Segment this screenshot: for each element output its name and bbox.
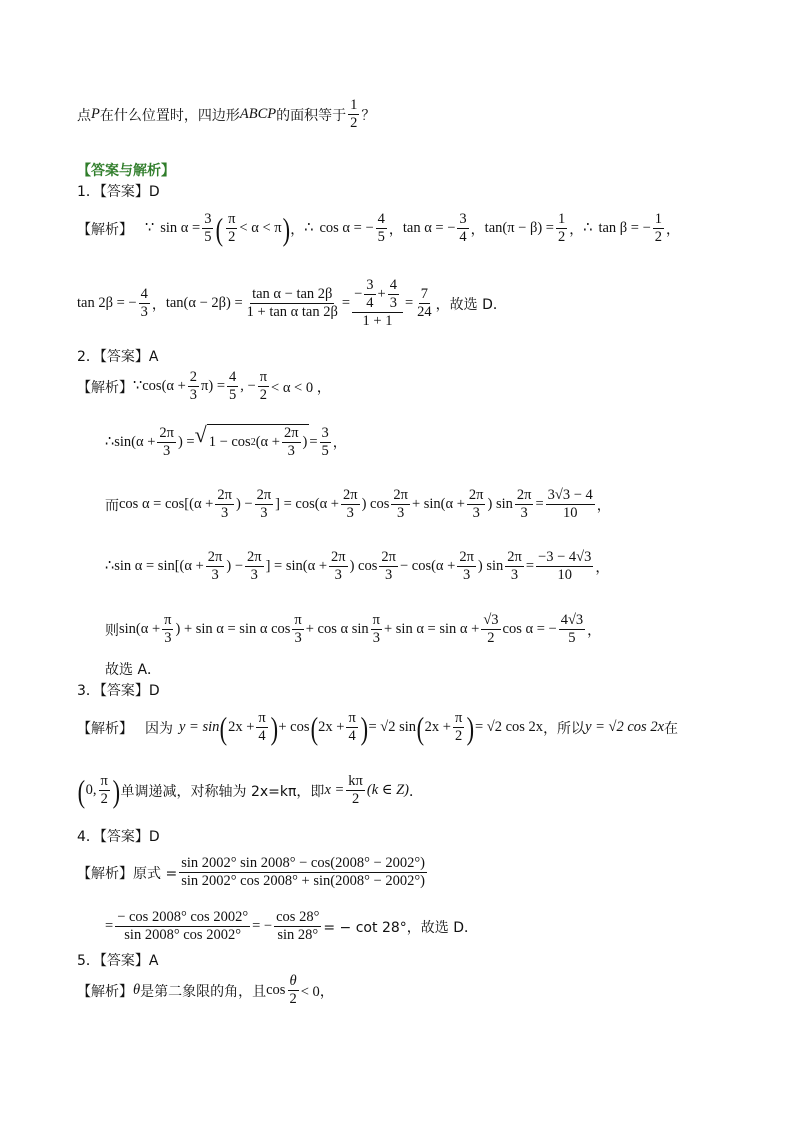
fraction: $\frac{4√3}{5}$ [560,612,584,646]
fraction: $\frac{2\pi}{3}$ [247,549,262,583]
explanation-text: 是第二象限的角，且 [140,983,267,1000]
answer-1-line-1: 【解析】 ∵ sin α = $\frac{3}{5}$ ( $\frac{\pi}{2}$ < α < π ) ， ∴ cos α = − $\frac{4}{5}$ ， tan α = − $\frac{3}{4}$ ， tan(π − β) = $\frac{1}{2}$ ， ∴ tan β = − $\frac{1}{2}$ ， [77,210,681,247]
fraction: $\frac{3}{5}$ [204,211,212,245]
point-p: P [91,106,100,122]
punct: ， [596,497,611,514]
fraction: $\frac{\sin 2002^\circ \sin 2008^\circ - \cos(2008^\circ - 2002^\circ)}{\sin 2002^\circ \cos 2008^\circ + \sin(2008^\circ - 2002^\circ)}$ [181,855,425,889]
expr: = [525,558,535,574]
expr: (k ∈ Z) [366,782,410,798]
expr: x = [324,782,345,798]
fraction: $\frac{k\pi}{2}$ [348,773,363,807]
expr: < α < π [239,220,282,236]
because-symbol: ∵ [145,220,155,236]
fraction: $\frac{1}{2}$ [654,211,663,245]
conclusion: ，故选 D． [435,296,507,313]
punct: ， [388,221,403,238]
therefore-symbol: ∴ [583,220,593,236]
fraction: $\frac{\cos 28^\circ}{\sin 28^\circ}$ [276,909,320,943]
answer-5-line-1 [77,973,334,1008]
fraction: $\frac{2\pi}{3}$ [459,549,474,583]
punct: ， [290,221,305,238]
expr: tan β = − [598,220,651,236]
punct: ， [666,221,681,238]
therefore-symbol: ∴ [105,558,115,574]
connector-word: 则 [105,622,119,639]
connector-word: 因为 [145,720,173,737]
expr: = [404,295,414,311]
answer-4-label: 4．【答案】D [77,829,160,845]
fraction: $\frac{2\pi}{3}$ [159,424,174,459]
analysis-tag: 【解析】 [77,720,133,737]
expr: + cos [278,719,310,735]
expr: ) sin [487,496,513,512]
expr: − cos(α + [399,558,456,574]
expr: + cos α sin [305,621,369,637]
square-root: √ 1 − cos 2 (α + $\frac{2\pi}{3}$ ) [194,422,308,459]
expr: 0, [85,782,97,798]
fraction: $\frac{1}{2}$ [350,97,358,131]
fraction: $\frac{2}{3}$ [189,369,198,403]
answer-2-line-4 [105,549,609,584]
connector-word: ，所以 [543,720,586,737]
analysis-tag: 【解析】 [77,983,133,1000]
fraction: $\frac{2\pi}{3}$ [507,549,522,583]
because-symbol: ∵ [133,378,143,394]
therefore-symbol: ∴ [105,433,115,450]
punct: ， [587,622,602,639]
fraction: $\frac{\pi}{4}$ [258,710,266,744]
expr: cos α = − [502,621,557,637]
answer-2-line-3 [105,487,611,522]
expr: sin(α + [114,433,156,450]
answer-1-line-2 [77,277,507,330]
expr: ] = cos(α + [275,496,339,512]
section-title: 【答案与解析】 [77,163,175,179]
connector-word: 而 [105,497,119,514]
expr: + sin(α + [411,496,465,512]
compound-fraction: − $\frac{3}{4}$ + $\frac{4}{3}$ 1 + 1 [352,277,403,330]
expr: ) − [226,558,244,574]
expr: , − [240,378,256,394]
fraction: $\frac{2\pi}{3}$ [381,549,396,583]
quad-abcp: ABCP [239,106,277,122]
fraction: $\frac{\pi}{3}$ [294,612,302,646]
fraction: $\frac{\pi}{4}$ [348,710,356,744]
expr: 2x + [228,719,255,735]
fraction: $\frac{2\pi}{3}$ [516,487,532,521]
fraction: $\frac{7}{24}$ [417,286,432,320]
fraction: $\frac{2\pi}{3}$ [256,487,272,521]
answer-3-line-2: ( 0, $\frac{\pi}{2}$ ) 单调递减，对称轴为 2x=kπ，即 x = $\frac{k\pi}{2}$ (k ∈ Z) ． [77,772,424,809]
fraction: $\frac{\theta}{2}$ [289,973,297,1007]
fraction: $\frac{2\pi}{3}$ [343,487,358,521]
fraction: $\frac{\pi}{2}$ [454,710,463,744]
answer-3-label: 3．【答案】D [77,683,160,699]
analysis-tag: 【解析】 [77,221,133,238]
connector-word: 在 [664,720,679,737]
answer-1-label: 1．【答案】D [77,184,160,200]
expr: = − [252,918,273,934]
expr: θ [133,982,141,998]
expr: ) − [235,496,253,512]
expr: 2x + [424,719,451,735]
question-text: 点 [77,107,91,124]
answer-2-label: 2．【答案】A [77,349,159,365]
answer-2-line-1 [77,369,331,404]
fraction: $\frac{2\pi}{3}$ [393,487,408,521]
punct: ， [151,296,166,313]
expr: = √2 sin [368,719,417,735]
expr: sin α = sin[(α + [114,558,204,574]
fraction: $\frac{1}{2}$ [557,211,566,245]
fraction: $\frac{2\pi}{3}$ [207,549,223,583]
analysis-tag: 【解析】 [77,865,133,882]
expr: = [105,918,114,934]
expr: = √2 cos 2x [474,719,544,735]
answer-4-line-2 [105,909,478,944]
question-text: ？ [361,107,376,124]
expr: y = sin [179,719,220,735]
answer-2-conclusion: 故选 A． [105,662,162,678]
fraction: $\frac{4}{5}$ [229,369,237,403]
expr: = [309,433,318,450]
expr: ) = [177,433,195,450]
fraction: $\frac{- \cos 2008^\circ \cos 2002^\circ}{\sin 2008^\circ \cos 2002^\circ}$ [117,909,249,943]
expr: tan α = − [402,220,456,236]
punct: ， [595,559,610,576]
punct: ， [470,221,485,238]
fraction: $\frac{√3}{2}$ [483,612,499,646]
fraction: $\frac{\pi}{2}$ [259,369,268,403]
expr: ) + sin α = sin α cos [175,621,291,637]
fraction: $\frac{-3 - 4√3}{10}$ [538,549,592,583]
expr: ] = sin(α + [265,558,327,574]
answer-2-line-5 [105,612,601,647]
answer-5-label: 5．【答案】A [77,953,159,969]
expr: < 0， [300,984,335,1000]
expr: ) cos [349,558,378,574]
expr: + sin α = sin α + [383,621,480,637]
fraction: $\frac{3√3 - 4}{10}$ [547,487,593,521]
expr: π) = [201,378,225,394]
fraction: $\frac{\pi}{3}$ [372,612,380,646]
fraction: $\frac{4}{3}$ [140,286,148,320]
expr: cos α = − [319,220,374,236]
expr: 原式 = [133,865,178,882]
answer-2-line-2 [105,424,347,460]
fraction: $\frac{\pi}{2}$ [100,773,108,807]
fraction: $\frac{3}{5}$ [321,424,329,459]
expr: tan 2β = − [77,295,137,311]
explanation-text: 单调递减，对称轴为 2x=kπ，即 [120,783,325,800]
fraction: $\frac{\pi}{2}$ [228,211,236,245]
expr: = [341,295,351,311]
fraction: $\frac{4}{5}$ [377,211,385,245]
expr: = [535,496,544,512]
fraction: $\frac{2\pi}{3}$ [331,549,346,583]
punct: ， [332,435,347,451]
fraction: $\frac{2\pi}{3}$ [217,487,232,521]
question-text: 的面积等于 [276,107,347,124]
expr: cos α = cos[(α + [119,496,214,512]
expr: y = √2 cos 2x [585,719,665,735]
expr: < α < 0 ， [271,380,332,396]
question-tail-line [77,97,375,132]
expr: tan(π − β) = [484,220,554,236]
expr: 2x + [318,719,345,735]
answer-3-line-1: 【解析】 因为 y = sin ( 2x + $\frac{\pi}{4}$ ) + cos ( 2x + $\frac{\pi}{4}$ ) = √2 sin ( 2x + $\frac{\pi}{2}$ ) = √2 cos 2x ，所以 y = √2 cos 2x 在 [77,709,679,746]
question-text: 在什么位置时，四边形 [99,107,240,124]
expr: cos(α + [142,378,186,394]
fraction: $\frac{\pi}{3}$ [164,612,172,646]
punct: ， [569,221,584,238]
expr: ) cos [361,496,390,512]
answer-4-line-1 [77,855,429,890]
therefore-symbol: ∴ [304,220,314,236]
fraction: $\frac{\text{tan α − tan 2β}}{\text{1 + tan α tan 2β}}$ [246,286,338,320]
expr: sin α = [160,220,201,236]
expr: sin(α + [119,621,161,637]
expr: ) sin [477,558,504,574]
fraction: $\frac{3}{4}$ [459,211,467,245]
expr: cos [266,982,286,998]
expr: tan(α − 2β) = [165,295,243,311]
conclusion: = − cot 28°，故选 D． [323,919,478,936]
fraction: $\frac{2\pi}{3}$ [468,487,484,521]
analysis-tag: 【解析】 [77,379,133,396]
punct: ． [409,783,424,800]
